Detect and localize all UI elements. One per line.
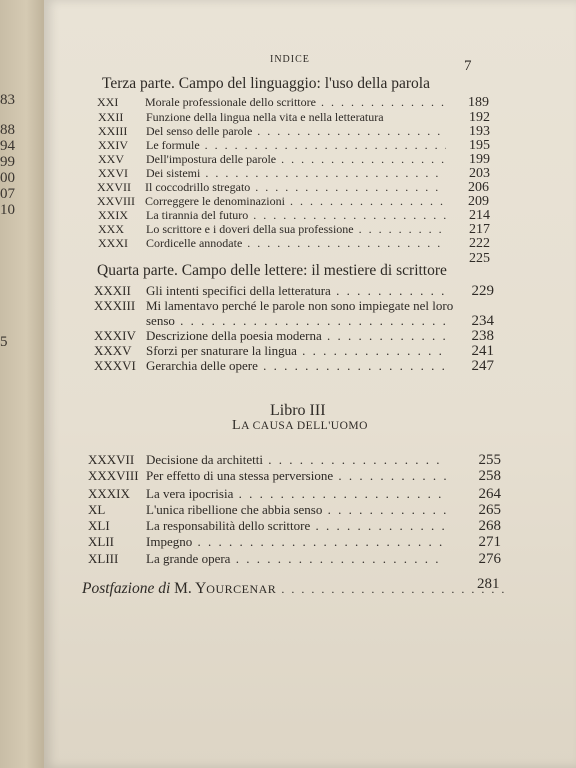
chapter-title: La responsabilità dello scrittore . . . — [146, 518, 446, 534]
chapter-page: 229 — [471, 283, 494, 299]
chapter-title: senso . . . — [146, 313, 446, 329]
part-title-terza: Terza parte. Campo del linguaggio: l'uso della parola — [102, 75, 430, 92]
chapter-title: Cordicelle annodate . . . — [146, 236, 446, 251]
chapter-page: 258 — [478, 468, 501, 484]
toc-entry — [88, 452, 508, 467]
chapter-page: 206 — [468, 180, 489, 195]
postface-entry — [82, 576, 502, 598]
chapter-number: XXI — [97, 95, 119, 109]
chapter-page: 214 — [469, 208, 490, 223]
chapter-title: Lo scrittore e i doveri della sua professione . . . — [146, 222, 446, 237]
chapter-number: XXXVII — [88, 452, 135, 467]
chapter-title: Dell'impostura delle parole . . . — [146, 152, 446, 167]
chapter-number: XXXIII — [94, 298, 136, 313]
left-margin-number: 5 — [0, 334, 8, 350]
book-title: Libro III — [270, 402, 326, 419]
chapter-number: XXII — [98, 110, 124, 124]
page-header — [44, 54, 576, 74]
chapter-title: Sforzi per snaturare la lingua . . . — [146, 343, 446, 359]
chapter-number: XXVIII — [97, 194, 135, 208]
book-subtitle — [232, 418, 368, 434]
chapter-title: Le formule . . . — [146, 138, 446, 153]
postface-page: 281 — [477, 576, 500, 592]
chapter-title: Descrizione della poesia moderna . . . — [146, 328, 446, 344]
left-margin-number: 99 — [0, 154, 15, 170]
chapter-title: Impegno . . . — [146, 534, 446, 550]
chapter-number: XXIV — [98, 138, 128, 152]
toc-entry — [94, 343, 504, 358]
chapter-page: 192 — [469, 110, 490, 125]
toc-entry — [98, 152, 498, 167]
chapter-page: 241 — [471, 343, 494, 359]
chapter-number: XXXI — [98, 236, 128, 250]
toc-entry — [94, 283, 504, 298]
chapter-page: 225 — [469, 251, 490, 266]
chapter-page: 217 — [469, 222, 490, 237]
chapter-page: 199 — [469, 152, 490, 167]
subtitle-initial: L — [232, 418, 242, 433]
chapter-title: Correggere le denominazioni . . . — [145, 194, 445, 209]
toc-entry — [97, 180, 497, 195]
chapter-page: 203 — [469, 166, 490, 181]
chapter-page: 271 — [478, 534, 501, 550]
chapter-page: 268 — [478, 518, 501, 534]
left-page-edge — [0, 0, 44, 768]
toc-entry — [97, 194, 497, 209]
chapter-title: Decisione da architetti . . . — [146, 452, 446, 468]
chapter-title: L'unica ribellione che abbia senso . . . — [146, 502, 446, 518]
chapter-title: Morale professionale dello scrittore . . . — [145, 95, 445, 110]
toc-entry — [88, 534, 508, 549]
toc-entry — [88, 551, 508, 566]
chapter-title: Per effetto di una stessa perversione . . . — [146, 468, 446, 484]
chapter-number: XXIII — [98, 124, 128, 138]
chapter-title: Del senso delle parole . . . — [146, 124, 446, 139]
page-number: 7 — [464, 58, 472, 74]
chapter-page: 238 — [471, 328, 494, 344]
chapter-title: Funzione della lingua nella vita e nella letteratura — [146, 110, 384, 124]
postface-label: Postfazione di — [82, 580, 171, 597]
toc-entry — [88, 468, 508, 483]
toc-entry — [88, 502, 508, 517]
chapter-page: 193 — [469, 124, 490, 139]
chapter-number: XXV — [98, 152, 124, 166]
chapter-number: XXX — [98, 222, 124, 236]
toc-entry — [98, 138, 498, 153]
chapter-number: XXXIV — [94, 328, 136, 343]
chapter-number: XXXII — [94, 283, 131, 298]
running-title: INDICE — [270, 54, 310, 65]
chapter-number: XXVII — [97, 180, 131, 194]
chapter-title: La grande opera . . . — [146, 551, 446, 567]
toc-entry — [94, 298, 504, 313]
toc-entry — [97, 95, 497, 110]
chapter-page: 234 — [471, 313, 494, 329]
left-margin-number: 94 — [0, 138, 15, 154]
chapter-page: 222 — [469, 236, 490, 251]
left-margin-number: 00 — [0, 170, 15, 186]
left-margin-number: 83 — [0, 92, 15, 108]
left-margin-number: 07 — [0, 186, 15, 202]
subtitle-smallcaps: A CAUSA DELL'UOMO — [241, 420, 368, 432]
toc-entry — [98, 124, 498, 139]
chapter-number: XXIX — [98, 208, 128, 222]
book-page — [44, 0, 576, 768]
toc-entry-continuation — [94, 313, 504, 328]
left-margin-number: 88 — [0, 122, 15, 138]
postface-author-initial: M. Y — [174, 580, 207, 597]
chapter-number: XL — [88, 502, 106, 517]
chapter-page: 247 — [471, 358, 494, 374]
chapter-number: XXXVIII — [88, 468, 139, 483]
chapter-title: Gli intenti specifici della letteratura . . . — [146, 283, 446, 299]
chapter-title: Gerarchia delle opere . . . — [146, 358, 446, 374]
chapter-page: 276 — [478, 551, 501, 567]
chapter-number: XXXV — [94, 343, 132, 358]
left-margin-number: 10 — [0, 202, 15, 218]
chapter-number: XLI — [88, 518, 110, 533]
chapter-page: 255 — [478, 452, 501, 468]
chapter-number: XXXIX — [88, 486, 130, 501]
toc-entry — [98, 208, 498, 223]
part-title-quarta: Quarta parte. Campo delle lettere: il mestiere di scrittore — [97, 262, 447, 279]
postface-author-smallcaps: OURCENAR — [206, 582, 277, 596]
toc-trailing-page — [98, 236, 498, 266]
chapter-page: 189 — [468, 95, 489, 110]
chapter-page: 264 — [478, 486, 501, 502]
toc-entry — [94, 328, 504, 343]
chapter-number: XLIII — [88, 551, 119, 566]
chapter-number: XLII — [88, 534, 114, 549]
chapter-page: 195 — [469, 138, 490, 153]
chapter-title: Il coccodrillo stregato . . . — [145, 180, 445, 195]
chapter-title: La tirannia del futuro . . . — [146, 208, 446, 223]
chapter-number: XXXVI — [94, 358, 136, 373]
toc-entry — [88, 486, 508, 501]
toc-entry — [88, 518, 508, 533]
leader-dots — [276, 580, 506, 597]
chapter-page: 265 — [478, 502, 501, 518]
toc-entry — [94, 358, 504, 373]
chapter-title: Mi lamentavo perché le parole non sono impiegate nel loro — [146, 298, 454, 313]
chapter-page: 209 — [468, 194, 489, 209]
toc-entry — [98, 222, 498, 237]
toc-entry — [98, 110, 498, 125]
chapter-number: XXVI — [98, 166, 128, 180]
chapter-title: La vera ipocrisia . . . — [146, 486, 446, 502]
chapter-title: Dei sistemi . . . — [146, 166, 446, 181]
toc-entry — [98, 166, 498, 181]
